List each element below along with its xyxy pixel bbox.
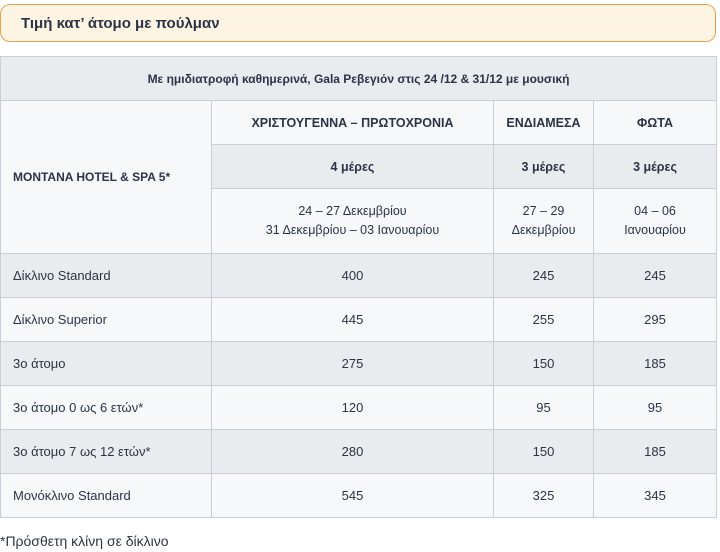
footnote: *Πρόσθετη κλίνη σε δίκλινο bbox=[0, 533, 169, 549]
period-duration: 3 μέρες bbox=[494, 145, 594, 189]
period-duration: 4 μέρες bbox=[212, 145, 494, 189]
price-cell: 150 bbox=[494, 342, 594, 386]
room-type: 3ο άτομο 0 ως 6 ετών* bbox=[1, 386, 212, 430]
period-dates bbox=[594, 189, 717, 254]
table-row bbox=[1, 474, 717, 518]
price-cell: 295 bbox=[594, 298, 717, 342]
period-name: ΕΝΔΙΑΜΕΣΑ bbox=[494, 101, 594, 145]
room-type: 3ο άτομο bbox=[1, 342, 212, 386]
table-row bbox=[1, 298, 717, 342]
period-name: ΦΩΤΑ bbox=[594, 101, 717, 145]
table-row bbox=[1, 342, 717, 386]
price-cell: 95 bbox=[594, 386, 717, 430]
period-dates-line: 27 – 29 bbox=[522, 204, 565, 218]
price-cell: 185 bbox=[594, 430, 717, 474]
table-row bbox=[1, 386, 717, 430]
price-table bbox=[0, 56, 717, 518]
price-cell: 95 bbox=[494, 386, 594, 430]
table-row bbox=[1, 254, 717, 298]
price-cell: 150 bbox=[494, 430, 594, 474]
room-type: Δίκλινο Standard bbox=[1, 254, 212, 298]
room-type: 3ο άτομο 7 ως 12 ετών* bbox=[1, 430, 212, 474]
hotel-name: MONTANA HOTEL & SPA 5* bbox=[1, 101, 212, 254]
period-duration: 3 μέρες bbox=[594, 145, 717, 189]
price-cell: 400 bbox=[212, 254, 494, 298]
price-cell: 245 bbox=[494, 254, 594, 298]
price-cell: 120 bbox=[212, 386, 494, 430]
room-type: Δίκλινο Superior bbox=[1, 298, 212, 342]
price-title-banner bbox=[0, 4, 716, 42]
period-dates-line: 04 – 06 bbox=[634, 204, 676, 218]
room-type: Μονόκλινο Standard bbox=[1, 474, 212, 518]
price-cell: 445 bbox=[212, 298, 494, 342]
period-dates-line: Δεκεμβρίου bbox=[511, 223, 576, 237]
page-title: Τιμή κατ’ άτομο με πούλμαν bbox=[21, 14, 220, 32]
table-row bbox=[1, 430, 717, 474]
price-cell: 255 bbox=[494, 298, 594, 342]
period-dates bbox=[212, 189, 494, 254]
price-cell: 545 bbox=[212, 474, 494, 518]
period-name: ΧΡΙΣΤΟΥΓΕΝΝΑ – ΠΡΩΤΟΧΡΟΝΙΑ bbox=[212, 101, 494, 145]
period-dates bbox=[494, 189, 594, 254]
price-cell: 345 bbox=[594, 474, 717, 518]
price-cell: 245 bbox=[594, 254, 717, 298]
price-cell: 275 bbox=[212, 342, 494, 386]
board-info-header: Με ημιδιατροφή καθημερινά, Gala Ρεβεγιόν στις 24 /12 & 31/12 με μουσική bbox=[1, 57, 717, 101]
price-cell: 280 bbox=[212, 430, 494, 474]
period-dates-line: Ιανουαρίου bbox=[624, 223, 686, 237]
period-dates-line: 31 Δεκεμβρίου – 03 Ιανουαρίου bbox=[265, 223, 440, 237]
period-dates-line: 24 – 27 Δεκεμβρίου bbox=[298, 204, 407, 218]
price-cell: 185 bbox=[594, 342, 717, 386]
price-cell: 325 bbox=[494, 474, 594, 518]
